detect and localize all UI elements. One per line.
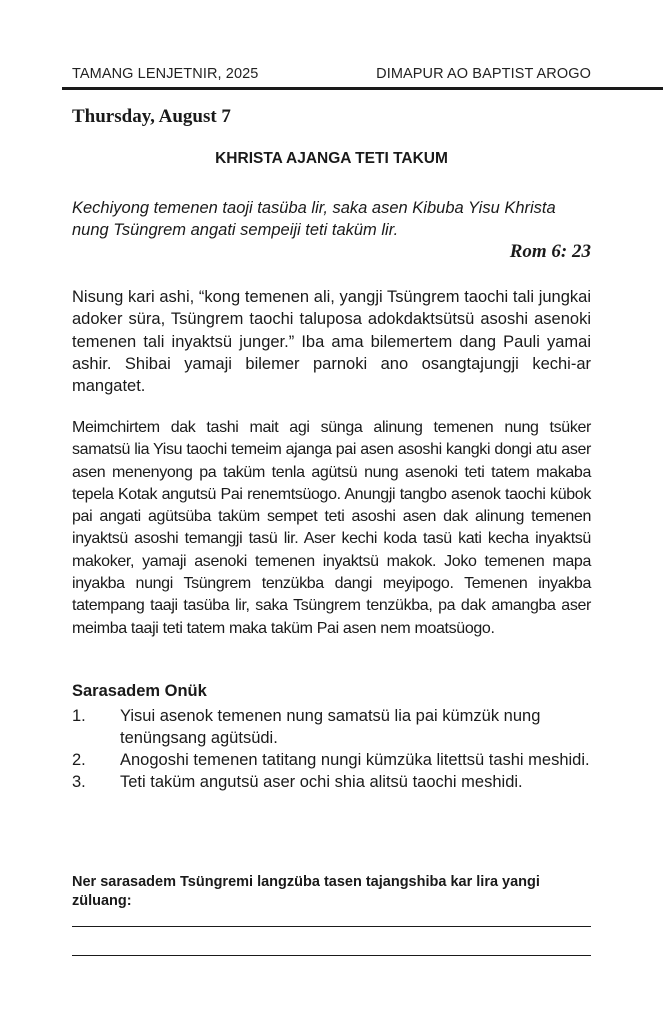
- list-item-text: Yisui asenok temenen nung samatsü lia pai kümzük nung tenüngsang agütsüdi.: [120, 707, 541, 747]
- list-item: [72, 771, 591, 793]
- header-divider: [62, 87, 663, 90]
- reflection-list: [72, 705, 591, 793]
- body-paragraph-2: Meimchirtem dak tashi mait agi sünga alinung temenen nung tsüker samatsü lia Yisu taochi temeim ajanga pai asen asoshi kangki dongi atu aser asen menenyong pa taküm tenla agütsü nung asenoki teti tatem makaba tepela Kotak angutsü Pai renemtsüogo. Anungji tangbo asenok taochi kübok pai angati agütsüba taküm sempet teti asoshi asen dak alinung temenen inyaktsü asoshi temangji tasü lir. Aser kechi koda tasü kati kecha inyaktsü makoker, yamaji asenoki temenen inyaktsü makok. Joko temenen mapa inyakba nungi Tsüngrem tenzükba dangi meyipogo. Temenen inyakba tatempang taaji tasüba lir, saka Tsüngrem tenzükba, pa dak amangba aser meimba taaji teti tatem maka taküm Pai asen nem moatsüogo.: [72, 419, 591, 637]
- list-item: [72, 749, 591, 771]
- scripture-verse: Kechiyong temenen taoji tasüba lir, saka asen Kibuba Yisu Khrista nung Tsüngrem angati sempeiji teti taküm lir.: [72, 199, 556, 239]
- writing-line: [72, 926, 591, 927]
- list-item-number: 3.: [72, 773, 86, 791]
- body-paragraph-1: Nisung kari ashi, “kong temenen ali, yangji Tsüngrem taochi tali jungkai adoker süra, Tsüngrem taochi taluposa adokdaktsütsü asoshi asenoki temenen tali inyaktsü junger.” Iba ama bilemertem dang Pauli yamai ashir. Shibai yamaji bilemer parnoki ano osangtajungji kechi-ar mangatet.: [72, 288, 591, 396]
- list-item-text: Teti taküm angutsü aser ochi shia alitsü taochi meshidi.: [120, 773, 523, 791]
- page-header: [72, 66, 591, 82]
- list-item: [72, 705, 591, 749]
- header-right-text: DIMAPUR AO BAPTIST AROGO: [376, 66, 591, 82]
- header-left-text: TAMANG LENJETNIR, 2025: [72, 66, 259, 82]
- list-item-number: 2.: [72, 751, 86, 769]
- devotion-title: KHRISTA AJANGA TETI TAKUM: [215, 150, 448, 167]
- scripture-reference: Rom 6: 23: [509, 241, 591, 262]
- list-item-number: 1.: [72, 707, 86, 725]
- devotion-date: Thursday, August 7: [72, 106, 231, 127]
- reflection-heading: Sarasadem Onük: [72, 682, 207, 700]
- prayer-prompt: Ner sarasadem Tsüngremi langzüba tasen tajangshiba kar lira yangi züluang:: [72, 874, 540, 909]
- writing-line: [72, 955, 591, 956]
- list-item-text: Anogoshi temenen tatitang nungi kümzüka litettsü tashi meshidi.: [120, 751, 590, 769]
